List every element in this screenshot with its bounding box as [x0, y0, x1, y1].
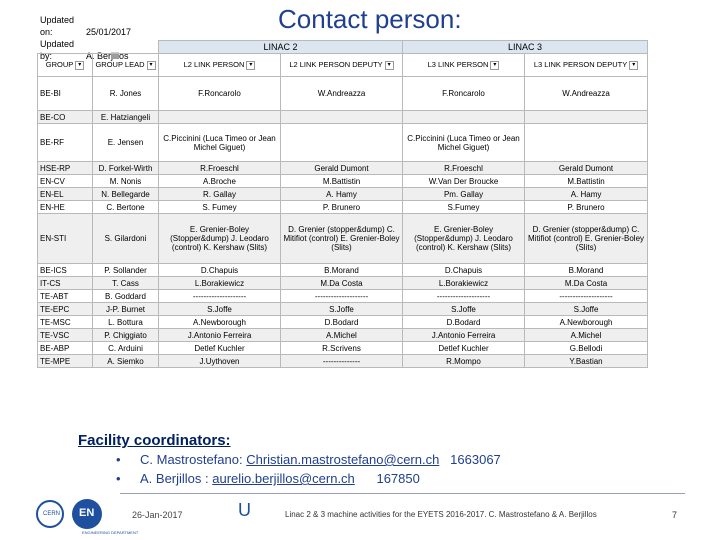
table-cell: E. Grenier-Boley (Stopper&dump) J. Leodaro (control) K. Kershaw (Slits)	[403, 214, 525, 264]
column-header[interactable]	[93, 54, 159, 77]
table-cell: R.Mompo	[403, 355, 525, 368]
table-cell: D.Chapuis	[159, 264, 281, 277]
table-cell	[525, 124, 648, 162]
table-cell	[525, 111, 648, 124]
updated-by-value: A. Berjillos	[86, 51, 129, 61]
table-cell: L.Borakiewicz	[159, 277, 281, 290]
table-cell: Gerald Dumont	[281, 162, 403, 175]
blank-cell	[38, 41, 93, 54]
blank-cell	[93, 41, 159, 54]
table-row	[38, 355, 648, 368]
column-header-label: L2 LINK PERSON	[183, 60, 245, 70]
table-cell: M.Battistin	[525, 175, 648, 188]
table-cell: Detlef Kuchler	[159, 342, 281, 355]
table-cell: Gerald Dumont	[525, 162, 648, 175]
group-cell: BE-BI	[38, 77, 93, 111]
filter-dropdown-icon[interactable]: ▾	[385, 61, 394, 70]
table-cell: N. Bellegarde	[93, 188, 159, 201]
table-cell: M.Battistin	[281, 175, 403, 188]
coordinator-name: A. Berjillos :	[140, 471, 213, 486]
group-cell: BE-RF	[38, 124, 93, 162]
table-row	[38, 264, 648, 277]
table-row	[38, 316, 648, 329]
en-logo	[72, 499, 102, 529]
table-cell: W.Van Der Broucke	[403, 175, 525, 188]
linac2-header: LINAC 2	[159, 41, 403, 54]
table-cell: L. Bottura	[93, 316, 159, 329]
table-cell: D. Grenier (stopper&dump) C. Mitifiot (control) E. Grenier-Boley (Slits)	[281, 214, 403, 264]
table-cell: P. Brunero	[281, 201, 403, 214]
coordinator-item	[116, 471, 420, 486]
group-cell: TE-ABT	[38, 290, 93, 303]
table-cell	[281, 124, 403, 162]
table-cell: P. Chiggiato	[93, 329, 159, 342]
table-cell: J.Antonio Ferreira	[403, 329, 525, 342]
table-row	[38, 201, 648, 214]
table-cell: M. Nonis	[93, 175, 159, 188]
group-cell: BE-CO	[38, 111, 93, 124]
en-logo-subtitle: ENGINEERING DEPARTMENT	[82, 530, 139, 535]
table-cell: D.Bodard	[281, 316, 403, 329]
table-cell: A.Newborough	[159, 316, 281, 329]
table-cell: A.Newborough	[525, 316, 648, 329]
table-cell: C.Piccinini (Luca Timeo or Jean Michel Giguet)	[159, 124, 281, 162]
table-cell: A.Michel	[281, 329, 403, 342]
filter-dropdown-icon[interactable]: ▾	[147, 61, 156, 70]
table-cell: B.Morand	[281, 264, 403, 277]
footer-divider	[120, 493, 685, 494]
table-row	[38, 175, 648, 188]
table-row	[38, 214, 648, 264]
table-cell: D.Chapuis	[403, 264, 525, 277]
updated-on-label: Updated on:	[40, 15, 75, 37]
table-row	[38, 342, 648, 355]
column-header[interactable]	[403, 54, 525, 77]
coordinator-name: C. Mastrostefano:	[140, 452, 247, 467]
table-cell: A.Broche	[159, 175, 281, 188]
table-cell: S.Joffe	[525, 303, 648, 316]
table-cell: J-P. Burnet	[93, 303, 159, 316]
group-cell: BE-ICS	[38, 264, 93, 277]
cern-logo-text: CERN	[43, 511, 61, 517]
group-cell: TE-EPC	[38, 303, 93, 316]
table-row	[38, 290, 648, 303]
table-row	[38, 188, 648, 201]
coordinator-item	[116, 452, 501, 467]
table-cell: A. Siemko	[93, 355, 159, 368]
table-cell: M.Da Costa	[525, 277, 648, 290]
updated-by-label: Updated by:	[40, 39, 75, 61]
column-header-label: L3 LINK PERSON	[427, 60, 489, 70]
column-header[interactable]	[38, 54, 93, 77]
table-cell: P. Brunero	[525, 201, 648, 214]
table-cell: D.Bodard	[403, 316, 525, 329]
table-cell: G.Bellodi	[525, 342, 648, 355]
cern-logo	[36, 500, 64, 528]
table-cell: A.Michel	[525, 329, 648, 342]
en-logo-text: EN	[79, 507, 95, 519]
filter-dropdown-icon[interactable]: ▾	[75, 61, 84, 70]
table-cell: J.Uythoven	[159, 355, 281, 368]
coordinator-email-link[interactable]: Christian.mastrostefano@cern.ch	[246, 452, 440, 467]
table-cell: S.Joffe	[281, 303, 403, 316]
table-row	[38, 329, 648, 342]
group-cell: HSE-RP	[38, 162, 93, 175]
column-header[interactable]	[525, 54, 648, 77]
table-cell: P. Sollander	[93, 264, 159, 277]
page-number: 7	[672, 510, 678, 520]
table-cell: --------------	[281, 355, 403, 368]
group-cell: EN-EL	[38, 188, 93, 201]
coordinator-phone: 167850	[376, 471, 420, 486]
table-row	[38, 303, 648, 316]
table-cell: --------------------	[403, 290, 525, 303]
table-cell: S.Fumey	[403, 201, 525, 214]
table-cell: S.Joffe	[159, 303, 281, 316]
table-cell: C. Arduini	[93, 342, 159, 355]
table-cell: --------------------	[525, 290, 648, 303]
filter-dropdown-icon[interactable]: ▾	[629, 61, 638, 70]
table-cell: Pm. Gallay	[403, 188, 525, 201]
table-cell: S. Gilardoni	[93, 214, 159, 264]
table-cell: S.Joffe	[403, 303, 525, 316]
footer-text: Linac 2 & 3 machine activities for the EYETS 2016-2017. C. Mastrostefano & A. Berjillos	[285, 510, 597, 519]
table-cell: W.Andreazza	[281, 77, 403, 111]
table-cell: A. Hamy	[281, 188, 403, 201]
table-cell: R.Scrivens	[281, 342, 403, 355]
table-cell: E. Grenier-Boley (Stopper&dump) J. Leodaro (control) K. Kershaw (Slits)	[159, 214, 281, 264]
group-cell: TE-MSC	[38, 316, 93, 329]
table-cell: S. Fumey	[159, 201, 281, 214]
table-cell: --------------------	[159, 290, 281, 303]
updated-on-value: 25/01/2017	[86, 27, 132, 37]
table-cell: R. Jones	[93, 77, 159, 111]
symbol-logo-icon: U	[238, 500, 251, 520]
table-cell: T. Cass	[93, 277, 159, 290]
table-cell	[159, 111, 281, 124]
table-row	[38, 162, 648, 175]
table-cell: F.Roncarolo	[403, 77, 525, 111]
group-cell: EN-HE	[38, 201, 93, 214]
group-cell: BE-ABP	[38, 342, 93, 355]
table-cell: B.Morand	[525, 264, 648, 277]
column-header-label: L2 LINK PERSON DEPUTY	[289, 60, 383, 70]
coordinator-email-link[interactable]: aurelio.berjillos@cern.ch	[212, 471, 355, 486]
footer-date: 26-Jan-2017	[132, 510, 183, 520]
table-cell: E. Hatziangeli	[93, 111, 159, 124]
table-cell: Detlef Kuchler	[403, 342, 525, 355]
table-cell: C. Bertone	[93, 201, 159, 214]
column-header-label: L3 LINK PERSON DEPUTY	[533, 60, 628, 70]
table-cell: J.Antonio Ferreira	[159, 329, 281, 342]
table-cell: B. Goddard	[93, 290, 159, 303]
facility-coordinators-label: Facility coordinators:	[78, 432, 231, 449]
table-row	[38, 77, 648, 111]
table-cell: A. Hamy	[525, 188, 648, 201]
coordinator-phone: 1663067	[450, 452, 501, 467]
column-header-label: GROUP LEAD	[95, 60, 145, 70]
table-cell: E. Jensen	[93, 124, 159, 162]
group-cell: TE-VSC	[38, 329, 93, 342]
table-cell: F.Roncarolo	[159, 77, 281, 111]
column-header[interactable]	[159, 54, 281, 77]
column-header[interactable]	[281, 54, 403, 77]
table-row	[38, 124, 648, 162]
table-row	[38, 111, 648, 124]
table-cell: R. Gallay	[159, 188, 281, 201]
table-cell: L.Borakiewicz	[403, 277, 525, 290]
bullet: •	[116, 452, 121, 467]
contact-table	[37, 40, 648, 368]
table-cell: M.Da Costa	[281, 277, 403, 290]
table-cell: R.Froeschl	[403, 162, 525, 175]
group-cell: EN-STI	[38, 214, 93, 264]
table-cell: W.Andreazza	[525, 77, 648, 111]
table-cell: --------------------	[281, 290, 403, 303]
linac3-header: LINAC 3	[403, 41, 648, 54]
filter-dropdown-icon[interactable]: ▾	[246, 61, 255, 70]
table-row	[38, 277, 648, 290]
table-cell	[281, 111, 403, 124]
table-cell: D. Grenier (stopper&dump) C. Mitifiot (control) E. Grenier-Boley (Slits)	[525, 214, 648, 264]
group-cell: TE-MPE	[38, 355, 93, 368]
filter-dropdown-icon[interactable]: ▾	[490, 61, 499, 70]
bullet: •	[116, 471, 121, 486]
table-cell: D. Forkel-Wirth	[93, 162, 159, 175]
group-cell: IT-CS	[38, 277, 93, 290]
table-cell: Y.Bastian	[525, 355, 648, 368]
table-cell	[403, 111, 525, 124]
page-title: Contact person:	[278, 4, 462, 34]
column-header-label: GROUP	[45, 60, 74, 70]
table-cell: R.Froeschl	[159, 162, 281, 175]
table-cell: C.Piccinini (Luca Timeo or Jean Michel Giguet)	[403, 124, 525, 162]
group-cell: EN-CV	[38, 175, 93, 188]
